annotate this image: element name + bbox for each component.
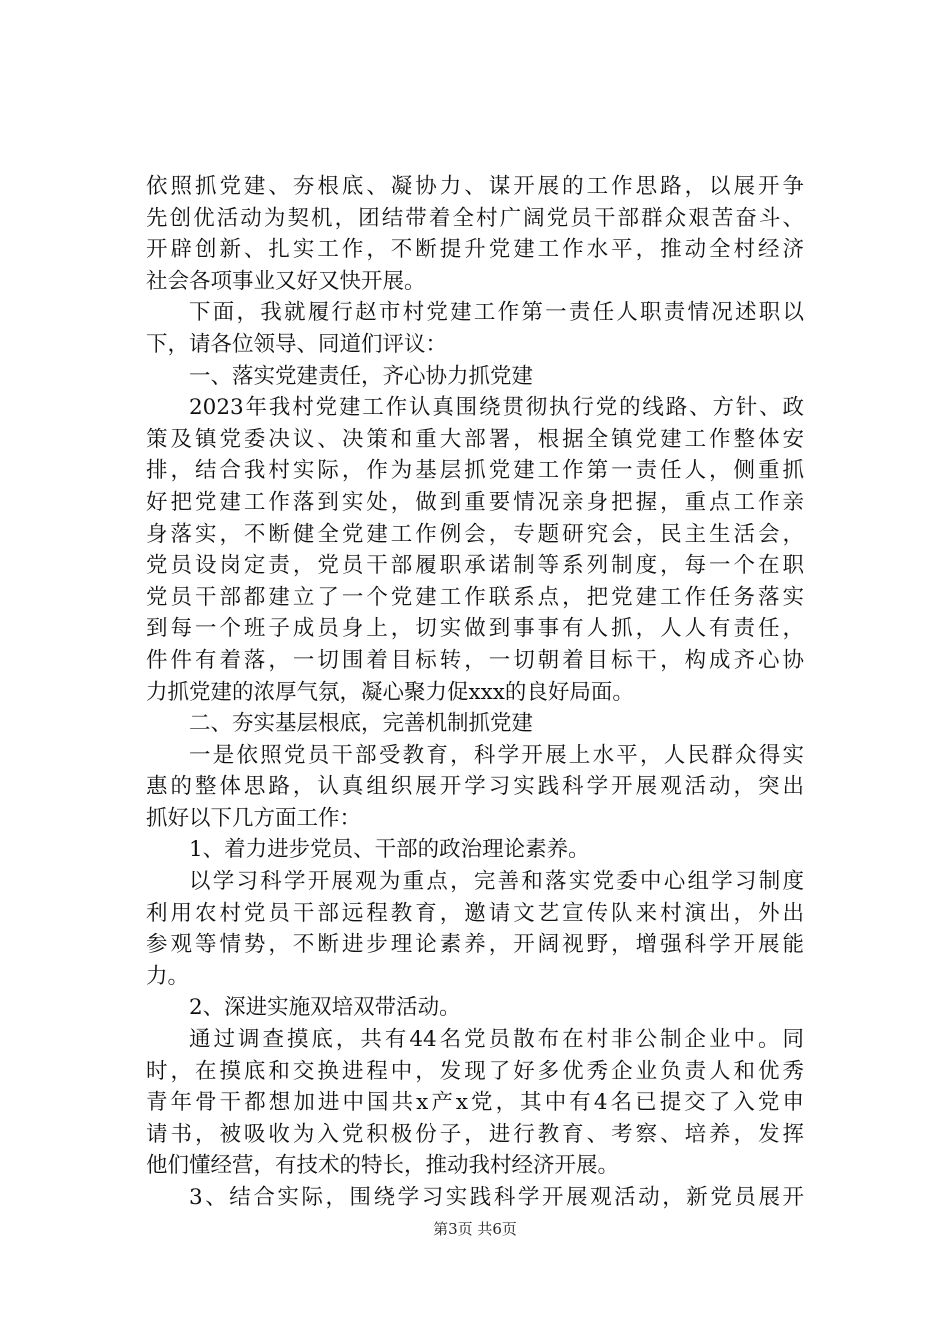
- text-line: 社会各项事业又好又快开展。: [146, 268, 426, 294]
- text-line: 2、深进实施双培双带活动。: [189, 995, 461, 1021]
- text-line: 1、着力进步党员、干部的政治理论素养。: [189, 837, 590, 863]
- text-line: 下，请各位领导、同道们评议：: [146, 331, 448, 357]
- text-line: 抓好以下几方面工作：: [146, 805, 362, 831]
- text-line: 一、落实党建责任，齐心协力抓党建: [189, 363, 534, 389]
- text-line: 请书，被吸收为入党积极份子，进行教育、考察、培养，发挥: [146, 1121, 804, 1147]
- text-line: 青年骨干都想加进中国共x产x党，其中有4名已提交了入党申: [146, 1090, 804, 1116]
- text-line: 到每一个班子成员身上，切实做到事事有人抓，人人有责任，: [146, 616, 804, 642]
- text-line: 排，结合我村实际，作为基层抓党建工作第一责任人，侧重抓: [146, 458, 804, 484]
- text-line: 3、结合实际，围绕学习实践科学开展观活动，新党员展开: [189, 1185, 804, 1210]
- text-line: 党员设岗定责，党员干部履职承诺制等系列制度，每一个在职: [146, 553, 804, 579]
- text-line: 以学习科学开展观为重点，完善和落实党委中心组学习制度: [189, 869, 804, 895]
- text-line: 他们懂经营，有技术的特长，推动我村经济开展。: [146, 1153, 620, 1179]
- text-line: 利用农村党员干部远程教育，邀请文艺宣传队来村演出，外出: [146, 900, 804, 926]
- text-line: 策及镇党委决议、决策和重大部署，根据全镇党建工作整体安: [146, 426, 804, 452]
- text-line: 下面，我就履行赵市村党建工作第一责任人职责情况述职以: [189, 300, 804, 326]
- body-text: [146, 171, 804, 1214]
- text-line: 依照抓党建、夯根底、凝协力、谋开展的工作思路，以展开争: [146, 174, 804, 199]
- text-line: 参观等情势，不断进步理论素养，开阔视野，增强科学开展能: [146, 932, 804, 958]
- text-line: 二、夯实基层根底，完善机制抓党建: [189, 711, 534, 737]
- text-line: 好把党建工作落到实处，做到重要情况亲身把握，重点工作亲: [146, 489, 804, 515]
- text-line: 2023年我村党建工作认真围绕贯彻执行党的线路、方针、政: [189, 395, 804, 421]
- text-line: 先创优活动为契机，团结带着全村广阔党员干部群众艰苦奋斗、: [146, 205, 804, 231]
- text-line: 件件有着落，一切围着目标转，一切朝着目标干，构成齐心协: [146, 647, 804, 673]
- text-line: 力。: [146, 963, 190, 989]
- text-line: 惠的整体思路，认真组织展开学习实践科学开展观活动，突出: [146, 774, 804, 800]
- text-line: 身落实，不断健全党建工作例会，专题研究会，民主生活会，: [146, 521, 804, 547]
- text-line: 时，在摸底和交换进程中，发现了好多优秀企业负责人和优秀: [146, 1058, 804, 1084]
- text-line: 一是依照党员干部受教育，科学开展上水平，人民群众得实: [189, 742, 804, 768]
- page-footer: 第3页 共6页: [433, 1220, 517, 1238]
- text-line: 开辟创新、扎实工作，不断提升党建工作水平，推动全村经济: [146, 237, 804, 263]
- text-line: 党员干部都建立了一个党建工作联系点，把党建工作任务落实: [146, 584, 804, 610]
- text-line: 通过调查摸底，共有44名党员散布在村非公制企业中。同: [189, 1027, 804, 1053]
- text-line: 力抓党建的浓厚气氛，凝心聚力促xxx的良好局面。: [146, 679, 634, 705]
